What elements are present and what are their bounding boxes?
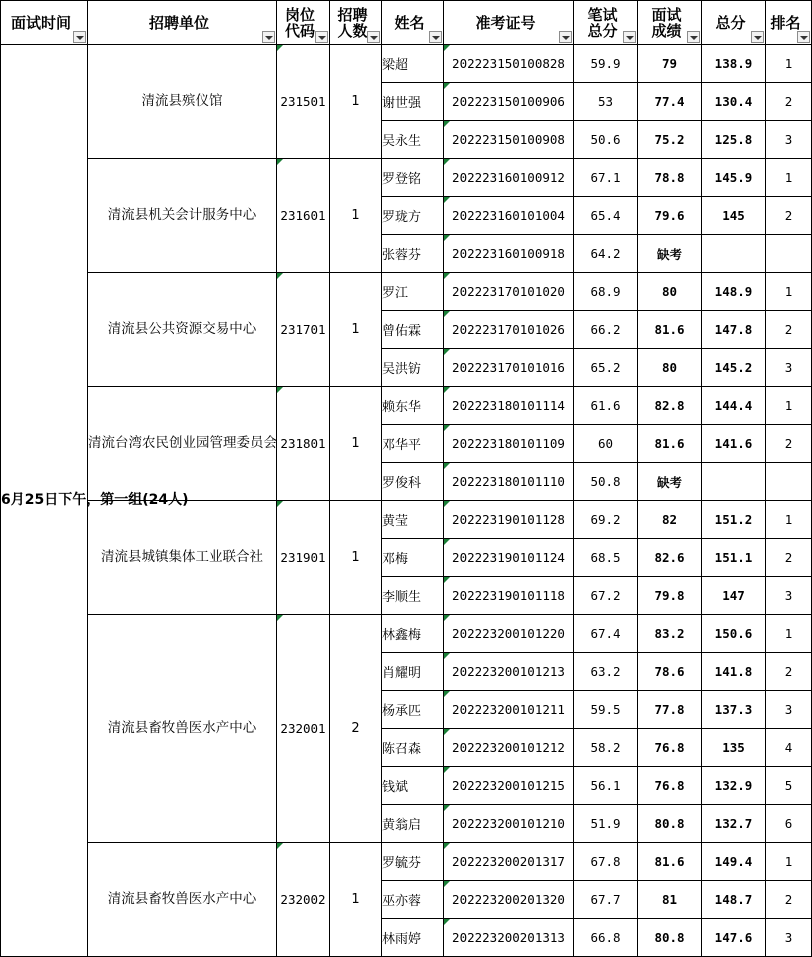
quota-cell[interactable]: 1 (330, 273, 382, 387)
rank-cell[interactable]: 3 (766, 919, 812, 957)
rank-cell[interactable]: 3 (766, 691, 812, 729)
rank-cell[interactable]: 2 (766, 653, 812, 691)
ticket-number-cell[interactable]: 202223200101210 (444, 805, 574, 843)
total-score-cell[interactable]: 147.6 (702, 919, 766, 957)
candidate-name-cell[interactable]: 梁超 (382, 45, 444, 83)
quota-cell[interactable]: 2 (330, 615, 382, 843)
interview-score-cell[interactable]: 81 (638, 881, 702, 919)
ticket-number-cell[interactable]: 202223160101004 (444, 197, 574, 235)
written-score-cell[interactable]: 61.6 (574, 387, 638, 425)
written-score-cell[interactable]: 66.2 (574, 311, 638, 349)
candidate-name-cell[interactable]: 谢世强 (382, 83, 444, 121)
interview-score-cell[interactable]: 76.8 (638, 767, 702, 805)
candidate-name-cell[interactable]: 罗江 (382, 273, 444, 311)
position-code-cell[interactable]: 232001 (277, 615, 330, 843)
filter-dropdown-icon[interactable] (367, 31, 380, 43)
unit-cell[interactable]: 清流县畜牧兽医水产中心 (88, 843, 277, 957)
header-quota (330, 1, 382, 45)
unit-cell[interactable]: 清流县城镇集体工业联合社 (88, 501, 277, 615)
interview-score-cell[interactable]: 79.8 (638, 577, 702, 615)
total-score-cell[interactable]: 132.7 (702, 805, 766, 843)
total-score-cell[interactable]: 137.3 (702, 691, 766, 729)
header-unit-label: 招聘单位 (148, 13, 209, 32)
ticket-number-cell[interactable]: 202223190101124 (444, 539, 574, 577)
interview-score-cell[interactable]: 83.2 (638, 615, 702, 653)
ticket-number-cell[interactable]: 202223200101212 (444, 729, 574, 767)
interview-score-cell[interactable]: 缺考 (638, 463, 702, 501)
header-time (1, 1, 88, 45)
header-unit (88, 1, 277, 45)
total-score-cell[interactable]: 125.8 (702, 121, 766, 159)
ticket-number-cell[interactable]: 202223180101110 (444, 463, 574, 501)
written-score-cell[interactable]: 51.9 (574, 805, 638, 843)
rank-cell[interactable]: 3 (766, 349, 812, 387)
interview-score-cell[interactable]: 缺考 (638, 235, 702, 273)
quota-cell[interactable]: 1 (330, 843, 382, 957)
total-score-cell[interactable]: 147 (702, 577, 766, 615)
quota-cell[interactable]: 1 (330, 159, 382, 273)
interview-score-cell[interactable]: 76.8 (638, 729, 702, 767)
written-score-cell[interactable]: 68.5 (574, 539, 638, 577)
total-score-cell[interactable]: 138.9 (702, 45, 766, 83)
interview-score-cell[interactable]: 81.6 (638, 311, 702, 349)
ticket-number-cell[interactable]: 202223200101220 (444, 615, 574, 653)
filter-dropdown-icon[interactable] (751, 31, 764, 43)
ticket-number-cell[interactable]: 202223160100912 (444, 159, 574, 197)
rank-cell[interactable] (766, 235, 812, 273)
written-score-cell[interactable]: 67.8 (574, 843, 638, 881)
position-code-cell[interactable]: 232002 (277, 843, 330, 957)
candidate-name-cell[interactable]: 林鑫梅 (382, 615, 444, 653)
interview-score-cell[interactable]: 82 (638, 501, 702, 539)
candidate-name-cell[interactable]: 邓华平 (382, 425, 444, 463)
filter-dropdown-icon[interactable] (429, 31, 442, 43)
rank-cell[interactable]: 1 (766, 501, 812, 539)
candidate-name-cell[interactable]: 钱斌 (382, 767, 444, 805)
interview-score-cell[interactable]: 79 (638, 45, 702, 83)
written-score-cell[interactable]: 59.5 (574, 691, 638, 729)
written-score-cell[interactable]: 67.2 (574, 577, 638, 615)
candidate-name-cell[interactable]: 罗毓芬 (382, 843, 444, 881)
position-code-cell[interactable]: 231701 (277, 273, 330, 387)
header-code (277, 1, 330, 45)
rank-cell[interactable]: 2 (766, 425, 812, 463)
rank-cell[interactable]: 1 (766, 45, 812, 83)
interview-score-cell[interactable]: 75.2 (638, 121, 702, 159)
header-ticket-label: 准考证号 (475, 13, 536, 32)
header-written (574, 1, 638, 45)
results-body (1, 45, 812, 957)
header-written-label: 笔试总分 (587, 5, 618, 40)
candidate-name-cell[interactable]: 罗俊科 (382, 463, 444, 501)
written-score-cell[interactable]: 63.2 (574, 653, 638, 691)
ticket-number-cell[interactable]: 202223160100918 (444, 235, 574, 273)
header-total (702, 1, 766, 45)
ticket-number-cell[interactable]: 202223180101109 (444, 425, 574, 463)
total-score-cell[interactable] (702, 235, 766, 273)
ticket-number-cell[interactable]: 202223190101128 (444, 501, 574, 539)
filter-dropdown-icon[interactable] (623, 31, 636, 43)
total-score-cell[interactable]: 135 (702, 729, 766, 767)
written-score-cell[interactable]: 50.8 (574, 463, 638, 501)
table-row (1, 843, 812, 881)
header-quota-label: 招聘人数 (337, 5, 368, 40)
written-score-cell[interactable]: 67.1 (574, 159, 638, 197)
written-score-cell[interactable]: 67.7 (574, 881, 638, 919)
ticket-number-cell[interactable]: 202223200201317 (444, 843, 574, 881)
ticket-number-cell[interactable]: 202223170101016 (444, 349, 574, 387)
rank-cell[interactable]: 2 (766, 539, 812, 577)
header-total-label: 总分 (715, 13, 746, 32)
written-score-cell[interactable]: 53 (574, 83, 638, 121)
unit-cell[interactable]: 清流县机关会计服务中心 (88, 159, 277, 273)
interview-score-cell[interactable]: 79.6 (638, 197, 702, 235)
written-score-cell[interactable]: 59.9 (574, 45, 638, 83)
ticket-number-cell[interactable]: 202223180101114 (444, 387, 574, 425)
candidate-name-cell[interactable]: 吴永生 (382, 121, 444, 159)
ticket-number-cell[interactable]: 202223200201313 (444, 919, 574, 957)
interview-score-cell[interactable]: 81.6 (638, 843, 702, 881)
filter-dropdown-icon[interactable] (687, 31, 700, 43)
total-score-cell[interactable]: 147.8 (702, 311, 766, 349)
position-code-cell[interactable]: 231901 (277, 501, 330, 615)
written-score-cell[interactable]: 69.2 (574, 501, 638, 539)
filter-dropdown-icon[interactable] (797, 31, 810, 43)
candidate-name-cell[interactable]: 李顺生 (382, 577, 444, 615)
ticket-number-cell[interactable]: 202223200201320 (444, 881, 574, 919)
ticket-number-cell[interactable]: 202223150100828 (444, 45, 574, 83)
filter-dropdown-icon[interactable] (559, 31, 572, 43)
header-row (1, 1, 812, 45)
interview-score-cell[interactable]: 80 (638, 349, 702, 387)
header-name (382, 1, 444, 45)
total-score-cell[interactable]: 145.9 (702, 159, 766, 197)
written-score-cell[interactable]: 58.2 (574, 729, 638, 767)
written-score-cell[interactable]: 66.8 (574, 919, 638, 957)
quota-cell[interactable]: 1 (330, 45, 382, 159)
position-code-cell[interactable]: 231801 (277, 387, 330, 501)
ticket-number-cell[interactable]: 202223170101026 (444, 311, 574, 349)
position-code-cell[interactable]: 231601 (277, 159, 330, 273)
rank-cell[interactable]: 1 (766, 273, 812, 311)
rank-cell[interactable]: 1 (766, 615, 812, 653)
total-score-cell[interactable]: 150.6 (702, 615, 766, 653)
ticket-number-cell[interactable]: 202223200101211 (444, 691, 574, 729)
interview-score-cell[interactable]: 82.6 (638, 539, 702, 577)
rank-cell[interactable]: 5 (766, 767, 812, 805)
quota-cell[interactable]: 1 (330, 387, 382, 501)
table-row (1, 273, 812, 311)
total-score-cell[interactable]: 145.2 (702, 349, 766, 387)
interview-score-cell[interactable]: 78.8 (638, 159, 702, 197)
interview-score-cell[interactable]: 80 (638, 273, 702, 311)
candidate-name-cell[interactable]: 黄翁启 (382, 805, 444, 843)
written-score-cell[interactable]: 60 (574, 425, 638, 463)
candidate-name-cell[interactable]: 陈召森 (382, 729, 444, 767)
total-score-cell[interactable]: 148.9 (702, 273, 766, 311)
total-score-cell[interactable]: 132.9 (702, 767, 766, 805)
interview-score-cell[interactable]: 80.8 (638, 805, 702, 843)
total-score-cell[interactable]: 145 (702, 197, 766, 235)
rank-cell[interactable]: 1 (766, 159, 812, 197)
table-row (1, 159, 812, 197)
total-score-cell[interactable]: 149.4 (702, 843, 766, 881)
total-score-cell[interactable]: 141.8 (702, 653, 766, 691)
filter-dropdown-icon[interactable] (315, 31, 328, 43)
header-interview-label: 面试成绩 (651, 5, 682, 40)
rank-cell[interactable]: 1 (766, 843, 812, 881)
written-score-cell[interactable]: 67.4 (574, 615, 638, 653)
interview-score-cell[interactable]: 81.6 (638, 425, 702, 463)
candidate-name-cell[interactable]: 罗珑方 (382, 197, 444, 235)
header-name-label: 姓名 (394, 13, 425, 32)
filter-dropdown-icon[interactable] (73, 31, 86, 43)
header-code-label: 岗位代码 (284, 5, 315, 40)
session-time-cell[interactable]: 6月25日下午，第一组(24人) (1, 45, 88, 957)
interview-score-cell[interactable]: 82.8 (638, 387, 702, 425)
header-ticket (444, 1, 574, 45)
ticket-number-cell[interactable]: 202223150100908 (444, 121, 574, 159)
unit-cell[interactable]: 清流县公共资源交易中心 (88, 273, 277, 387)
candidate-name-cell[interactable]: 肖耀明 (382, 653, 444, 691)
ticket-number-cell[interactable]: 202223200101213 (444, 653, 574, 691)
rank-cell[interactable]: 3 (766, 577, 812, 615)
filter-dropdown-icon[interactable] (262, 31, 275, 43)
candidate-name-cell[interactable]: 张蓉芬 (382, 235, 444, 273)
written-score-cell[interactable]: 56.1 (574, 767, 638, 805)
candidate-name-cell[interactable]: 罗登铭 (382, 159, 444, 197)
unit-cell[interactable]: 清流县殡仪馆 (88, 45, 277, 159)
candidate-name-cell[interactable]: 黄莹 (382, 501, 444, 539)
written-score-cell[interactable]: 65.2 (574, 349, 638, 387)
rank-cell[interactable]: 4 (766, 729, 812, 767)
candidate-name-cell[interactable]: 赖东华 (382, 387, 444, 425)
header-rank (766, 1, 812, 45)
table-row (1, 615, 812, 653)
rank-cell[interactable]: 2 (766, 311, 812, 349)
candidate-name-cell[interactable]: 邓梅 (382, 539, 444, 577)
ticket-number-cell[interactable]: 202223200101215 (444, 767, 574, 805)
total-score-cell[interactable]: 130.4 (702, 83, 766, 121)
ticket-number-cell[interactable]: 202223170101020 (444, 273, 574, 311)
candidate-name-cell[interactable]: 杨承匹 (382, 691, 444, 729)
rank-cell[interactable]: 1 (766, 387, 812, 425)
position-code-cell[interactable]: 231501 (277, 45, 330, 159)
rank-cell[interactable] (766, 463, 812, 501)
total-score-cell[interactable]: 141.6 (702, 425, 766, 463)
ticket-number-cell[interactable]: 202223190101118 (444, 577, 574, 615)
table-row (1, 501, 812, 539)
rank-cell[interactable]: 2 (766, 83, 812, 121)
candidate-name-cell[interactable]: 吴洪钫 (382, 349, 444, 387)
interview-score-cell[interactable]: 77.4 (638, 83, 702, 121)
total-score-cell[interactable]: 151.1 (702, 539, 766, 577)
header-time-label: 面试时间 (10, 13, 71, 32)
total-score-cell[interactable]: 148.7 (702, 881, 766, 919)
written-score-cell[interactable]: 50.6 (574, 121, 638, 159)
written-score-cell[interactable]: 64.2 (574, 235, 638, 273)
unit-cell[interactable]: 清流县畜牧兽医水产中心 (88, 615, 277, 843)
total-score-cell[interactable]: 151.2 (702, 501, 766, 539)
interview-score-cell[interactable]: 78.6 (638, 653, 702, 691)
header-interview (638, 1, 702, 45)
table-row (1, 45, 812, 83)
total-score-cell[interactable] (702, 463, 766, 501)
unit-cell[interactable]: 清流台湾农民创业园管理委员会 (88, 387, 277, 501)
candidate-name-cell[interactable]: 林雨婷 (382, 919, 444, 957)
written-score-cell[interactable]: 65.4 (574, 197, 638, 235)
total-score-cell[interactable]: 144.4 (702, 387, 766, 425)
ticket-number-cell[interactable]: 202223150100906 (444, 83, 574, 121)
interview-score-cell[interactable]: 80.8 (638, 919, 702, 957)
header-rank-label: 排名 (770, 13, 801, 32)
written-score-cell[interactable]: 68.9 (574, 273, 638, 311)
candidate-name-cell[interactable]: 曾佑霖 (382, 311, 444, 349)
rank-cell[interactable]: 2 (766, 881, 812, 919)
candidate-name-cell[interactable]: 巫亦蓉 (382, 881, 444, 919)
rank-cell[interactable]: 3 (766, 121, 812, 159)
interview-score-cell[interactable]: 77.8 (638, 691, 702, 729)
table-row (1, 387, 812, 425)
rank-cell[interactable]: 2 (766, 197, 812, 235)
quota-cell[interactable]: 1 (330, 501, 382, 615)
rank-cell[interactable]: 6 (766, 805, 812, 843)
